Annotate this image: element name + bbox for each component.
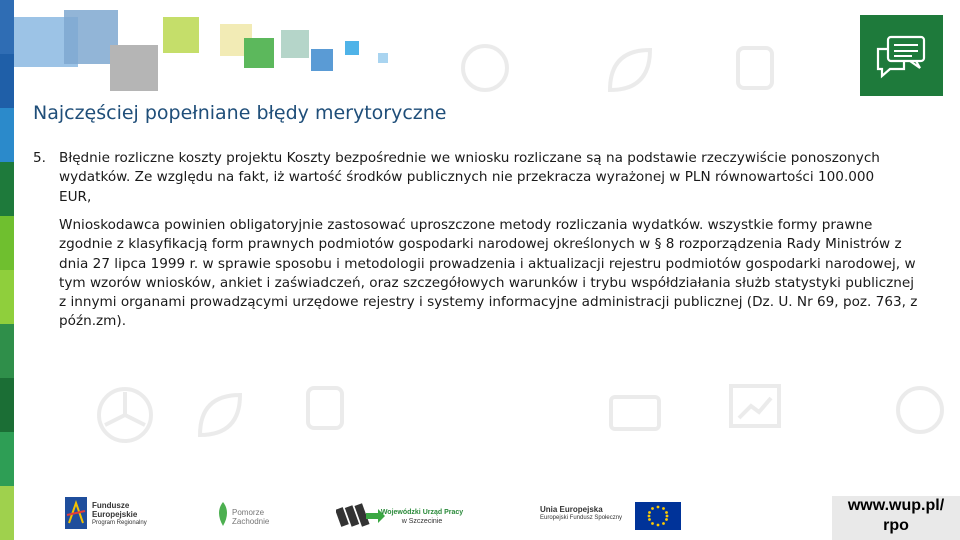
wup-line-1: Wojewódzki Urząd Pracy (380, 509, 464, 516)
eu-flag-icon (635, 502, 681, 530)
leaf-icon (600, 40, 660, 100)
paragraph-1: Błędnie rozliczne koszty projektu Koszty bezpośrednie we wniosku rozliczane są na podstawie rzeczywiście ponoszonych wydatków. Ze względu na fakt, iż wartość środków publicznych nie przekracza wyrażonej w PLN równowartości 100.000 EUR, (59, 150, 880, 205)
paragraph-2: Wnioskodawca powinien obligatoryjnie zastosować uproszczone metody rozliczania wydatków. wszystkie formy prawne zgodnie z klasyfikacją form prawnych podmiotów gospodarki narodowej określonych w § 8 rozporządzenia Rady Ministrów z dnia 27 lipca 1999 r. w sprawie sposobu i metodologii prowadzenia i aktualizacji rejestru podmiotów gospodarki narodowej, w tym wzorów wniosków, ankiet i zaświadczeń, oraz szczegółowych warunków i trybu współdziałania służb statystyki publicznej z innymi organami prowadzącymi urzędowe rejestry i systemy informacyjne administracji publicznej (Dz. U. Nr 69, poz. 763, z późn.zm). (59, 217, 918, 330)
leaf-icon (190, 385, 250, 445)
list-item-number: 5. (33, 150, 46, 166)
chat-bubbles-icon (860, 15, 943, 96)
tram-icon (300, 380, 350, 440)
website-link[interactable] (832, 496, 960, 540)
wup-line-2: w Szczecinie (401, 518, 443, 525)
briefcase-icon (605, 385, 665, 435)
header-chat-box (860, 15, 943, 96)
ue-line-2: Europejski Fundusz Społeczny (540, 515, 623, 521)
chart-board-icon (725, 380, 785, 440)
fe-line-1: Fundusze (92, 501, 130, 510)
tram-icon (730, 40, 780, 100)
pomorze-leaf-icon (215, 500, 231, 528)
fe-emblem-icon (65, 497, 87, 529)
website-link-line-1: www.wup.pl/ (847, 497, 945, 514)
wind-turbine-icon (90, 380, 160, 450)
website-link-line-2: rpo (883, 517, 909, 534)
recycle-icon (455, 38, 515, 98)
ue-line-1: Unia Europejska (540, 505, 603, 514)
fe-line-2: Europejskie (92, 510, 138, 519)
fe-line-3: Program Regionalny (92, 520, 147, 526)
slide-title: Najczęściej popełniane błędy merytoryczne (33, 102, 447, 124)
wind-turbine-icon (890, 380, 950, 440)
pomorze-line-2: Zachodnie (232, 517, 270, 526)
pomorze-line-1: Pomorze (232, 508, 265, 517)
